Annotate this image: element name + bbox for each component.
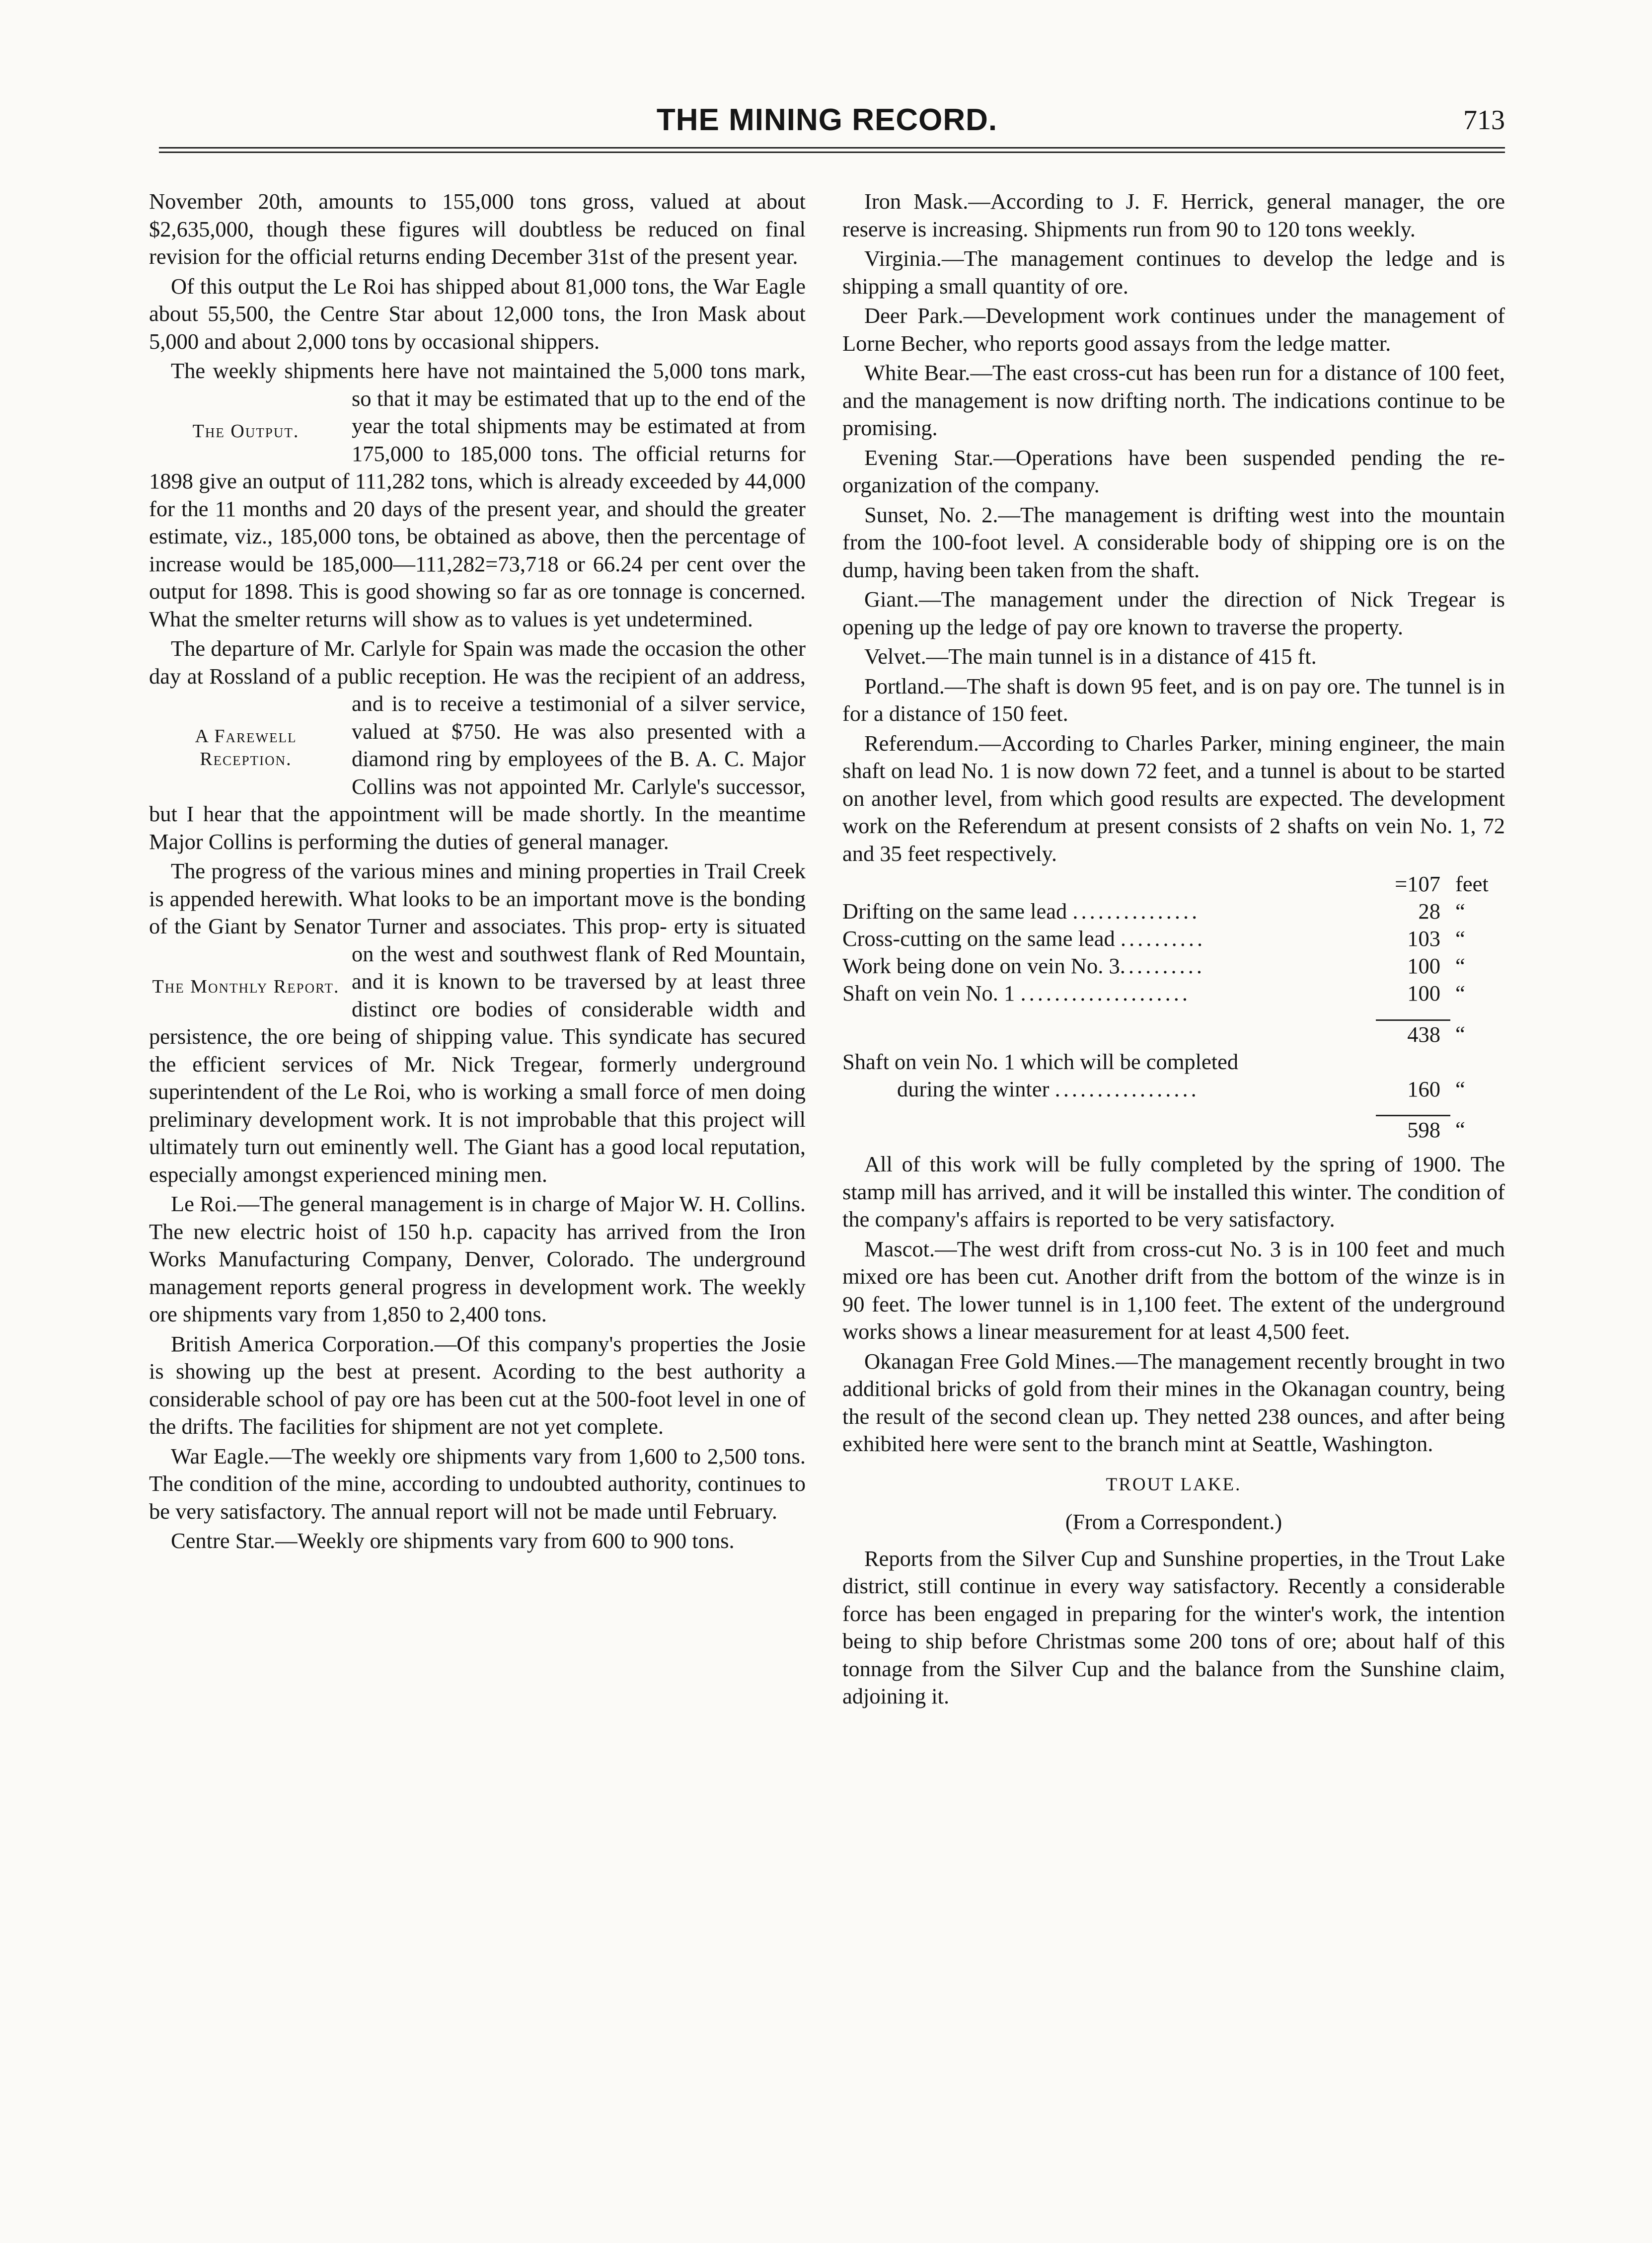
left-column (149, 188, 806, 1557)
table-cell-unit: “ (1455, 1117, 1465, 1142)
paragraph: Referendum.—According to Charles Parker, mining engineer, the main shaft on lead No. 1 is now down 72 feet, and a tunnel is about to be started on another level, from which good results are expected. The development work on the Referendum at present consists of 2 shafts on vein No. 1, 72 and 35 feet respectively. (842, 730, 1505, 866)
running-title: THE MINING RECORD. (656, 103, 998, 137)
table-row: during the winter ................. 160 “ (842, 1076, 1505, 1103)
paragraph: Centre Star.—Weekly ore shipments vary from 600 to 900 tons. (171, 1528, 735, 1553)
table-row (842, 1007, 1505, 1020)
table-cell-unit: “ (1455, 1021, 1465, 1046)
paragraph (149, 857, 806, 1188)
paragraph: War Eagle.—The weekly ore shipments vary from 1,600 to 2,500 tons. The condition of the mine, according to undoubted authority, continues to be very satisfactory. The annual report will not be made until February. (149, 1443, 806, 1524)
paragraph: November 20th, amounts to 155,000 tons gross, valued at about $2,635,000, though these figures will doubtless be reduced on final revision for the official returns ending December 31st of the present year. (149, 189, 806, 269)
paragraph: Portland.—The shaft is down 95 feet, and is on pay ore. The tunnel is in for a distance of 150 feet. (842, 673, 1505, 726)
paragraph: All of this work will be fully completed by the spring of 1900. The stamp mill has arrived, and it will be installed this winter. The condition of the company's affairs is reported to be very satisfactory. (842, 1152, 1505, 1232)
table-row: Drifting on the same lead ............... 28 “ (842, 898, 1505, 925)
paragraph: Mascot.—The west drift from cross-cut No. 3 is in 100 feet and much mixed ore has been cut. Another drift from the bottom of the winze is in 90 feet. The lower tunnel is in 1,100 feet. The extent of the underground works shows a linear measurement for at least 4,500 feet. (842, 1236, 1505, 1344)
table-cell-unit: “ (1455, 899, 1465, 924)
table-cell-label: Shaft on vein No. 1 (842, 981, 1015, 1005)
paragraph (149, 357, 806, 633)
paragraph: Evening Star.—Operations have been suspended pending the re-organization of the company. (842, 445, 1505, 497)
table-cell-unit: feet (1455, 871, 1489, 896)
table-cell-value: 28 (1418, 899, 1440, 924)
table-cell-unit: “ (1455, 926, 1465, 951)
table-row (842, 870, 1505, 898)
paragraph: Virginia.—The management continues to develop the ledge and is shipping a small quantity of ore. (842, 246, 1505, 299)
sidenote-monthly-report: The Monthly Report. (152, 976, 340, 997)
table-cell-subtotal: 438 (1376, 1020, 1450, 1048)
page-header (149, 94, 1505, 139)
table-row: Work being done on vein No. 3.......... 100 “ (842, 952, 1505, 980)
paragraph: Le Roi.—The general management is in charge of Major W. H. Collins. The new electric hoist of 150 h.p. capacity has arrived from the Iron Works Manufacturing Company, Denver, Colorado. The underground management reports general progress in development work. The weekly ore shipments vary from 1,850 to 2,400 tons. (149, 1191, 806, 1326)
paragraph: Reports from the Silver Cup and Sunshine properties, in the Trout Lake district, still continue in every way satisfactory. Recently a considerable force has been engaged in preparing for the winter's work, the intention being to ship before Christmas some 200 tons of ore; about half of this tonnage from the Silver Cup and the balance from the Sunshine claim, adjoining it. (842, 1546, 1505, 1708)
paragraph-text: The progress of the various mines and mining properties in Trail Creek is appended herewith. What looks to be an important move is the bonding of the Giant by Senator Turner and associates. This prop- (149, 858, 806, 938)
table-row: Cross-cutting on the same lead .......... 103 “ (842, 925, 1505, 952)
table-cell-unit: “ (1455, 1076, 1465, 1101)
table-cell-unit: “ (1455, 981, 1465, 1005)
paragraph: Okanagan Free Gold Mines.—The management recently brought in two additional bricks of gold from their mines in the Okanagan country, being the result of the second clean up. They netted 238 ounces, and after being exhibited here were sent to the branch mint at Seattle, Washington. (842, 1348, 1505, 1456)
paragraph (149, 635, 806, 855)
paragraph-text: The weekly shipments here have not maintained the 5,000 tons mark, so that it may be estimated that (171, 358, 806, 411)
table-cell-value: 100 (1407, 953, 1440, 978)
table-row (842, 1116, 1505, 1144)
paragraph: Of this output the Le Roi has shipped about 81,000 tons, the War Eagle about 55,500, the Centre Star about 12,000 tons, the Iron Mask about 5,000 and about 2,000 tons by occasional shippers. (149, 273, 806, 354)
section-heading: TROUT LAKE. (1106, 1474, 1242, 1495)
paragraph: Deer Park.—Development work continues under the management of Lorne Becher, who reports good assays from the ledge matter. (842, 303, 1505, 356)
table-row (842, 1103, 1505, 1116)
paragraph: Giant.—The management under the direction of Nick Tregear is opening up the ledge of pay ore known to traverse the property. (842, 587, 1505, 639)
sidenote-farewell-reception: A Farewell Reception. (195, 726, 297, 770)
table-cell-label: Drifting on the same lead (842, 899, 1067, 924)
table-row (842, 1048, 1505, 1076)
right-column (842, 188, 1505, 1712)
paragraph: Sunset, No. 2.—The management is drifting west into the mountain from the 100-foot level. A considerable body of shipping ore is on the dump, having been taken from the shaft. (842, 502, 1505, 582)
table-row (842, 1020, 1505, 1048)
table-cell-label: Shaft on vein No. 1 which will be completed (842, 1049, 1239, 1074)
page-number: 713 (1463, 105, 1505, 136)
paragraph: Iron Mask.—According to J. F. Herrick, general manager, the ore reserve is increasing. Shipments run from 90 to 120 tons weekly. (842, 189, 1505, 241)
table-cell-value: =107 (1395, 871, 1440, 896)
table-cell-label: Work being done on vein No. 3 (842, 953, 1120, 978)
section-subheading: (From a Correspondent.) (1065, 1510, 1282, 1534)
table-cell-value: 160 (1407, 1076, 1440, 1101)
paragraph-text: is to receive a testimonial of a silver service, valued at $750. He was also presented with a diamond ring by employees of the B. A. C. Major Collins was not appointed Mr. Carlyle's successor, but I hear that the appointment will be made shortly. In the meantime Major Collins is performing the duties of general manager. (149, 691, 806, 854)
table-cell-label: Cross-cutting on the same lead (842, 926, 1115, 951)
table-row: Shaft on vein No. 1 .................... 100 “ (842, 980, 1505, 1007)
sidenote-the-output: The Output. (192, 420, 300, 442)
paragraph: White Bear.—The east cross-cut has been run for a distance of 100 feet, and the management is now drifting north. The indications continue to be promising. (842, 360, 1505, 440)
paragraph: Velvet.—The main tunnel is in a distance of 415 ft. (864, 644, 1317, 669)
table-cell-value: 103 (1407, 926, 1440, 951)
paragraph-text: erty is situated on the west and southwest flank of Red Mountain, and it is known to be traversed by at least three distinct ore bodies of considerable width and persistence, the ore being of shipping value. This syndicate has secured the efficient services of Mr. Nick Tregear, formerly underground superintendent of the Le Roi, who is working a small force of men doing preliminary development work. It is not improbable that this project will ultimately turn out eminently well. The Giant has a good local reputation, especially amongst experienced mining men. (149, 914, 806, 1187)
table-cell-value: 100 (1407, 981, 1440, 1005)
header-rule-top (159, 147, 1505, 149)
table-cell-total: 598 (1376, 1116, 1450, 1144)
table-cell-unit: “ (1455, 953, 1465, 978)
paragraph: British America Corporation.—Of this company's properties the Josie is showing up the best at present. Acording to the best authority a considerable school of pay ore has been cut at the 500-foot level in one of the drifts. The facilities for shipment are not yet complete. (149, 1331, 806, 1439)
paragraph-text: The departure of Mr. Carlyle for Spain was made the occasion the other day at Rossland of a public reception. He was the recipient of an address, and (149, 636, 806, 716)
paragraph-text: up to the end of the year the total shipments may be estimated at from 175,000 to 185,000 tons. The official returns for 1898 give an output of 111,282 tons, which is already exceeded by 44,000 for the 11 months and 20 days of the present year, and should the greater estimate, viz., 185,000 tons, be obtained as above, then the percentage of increase would be 185,000—111,282=73,718 or 66.24 per cent over the output for 1898. This is good showing so far as ore tonnage is concerned. What the smelter returns will show as to values is yet undetermined. (149, 386, 806, 631)
referendum-work-table (842, 870, 1505, 1144)
table-cell-label: during the winter (897, 1076, 1050, 1101)
header-rule-bottom (159, 152, 1505, 153)
